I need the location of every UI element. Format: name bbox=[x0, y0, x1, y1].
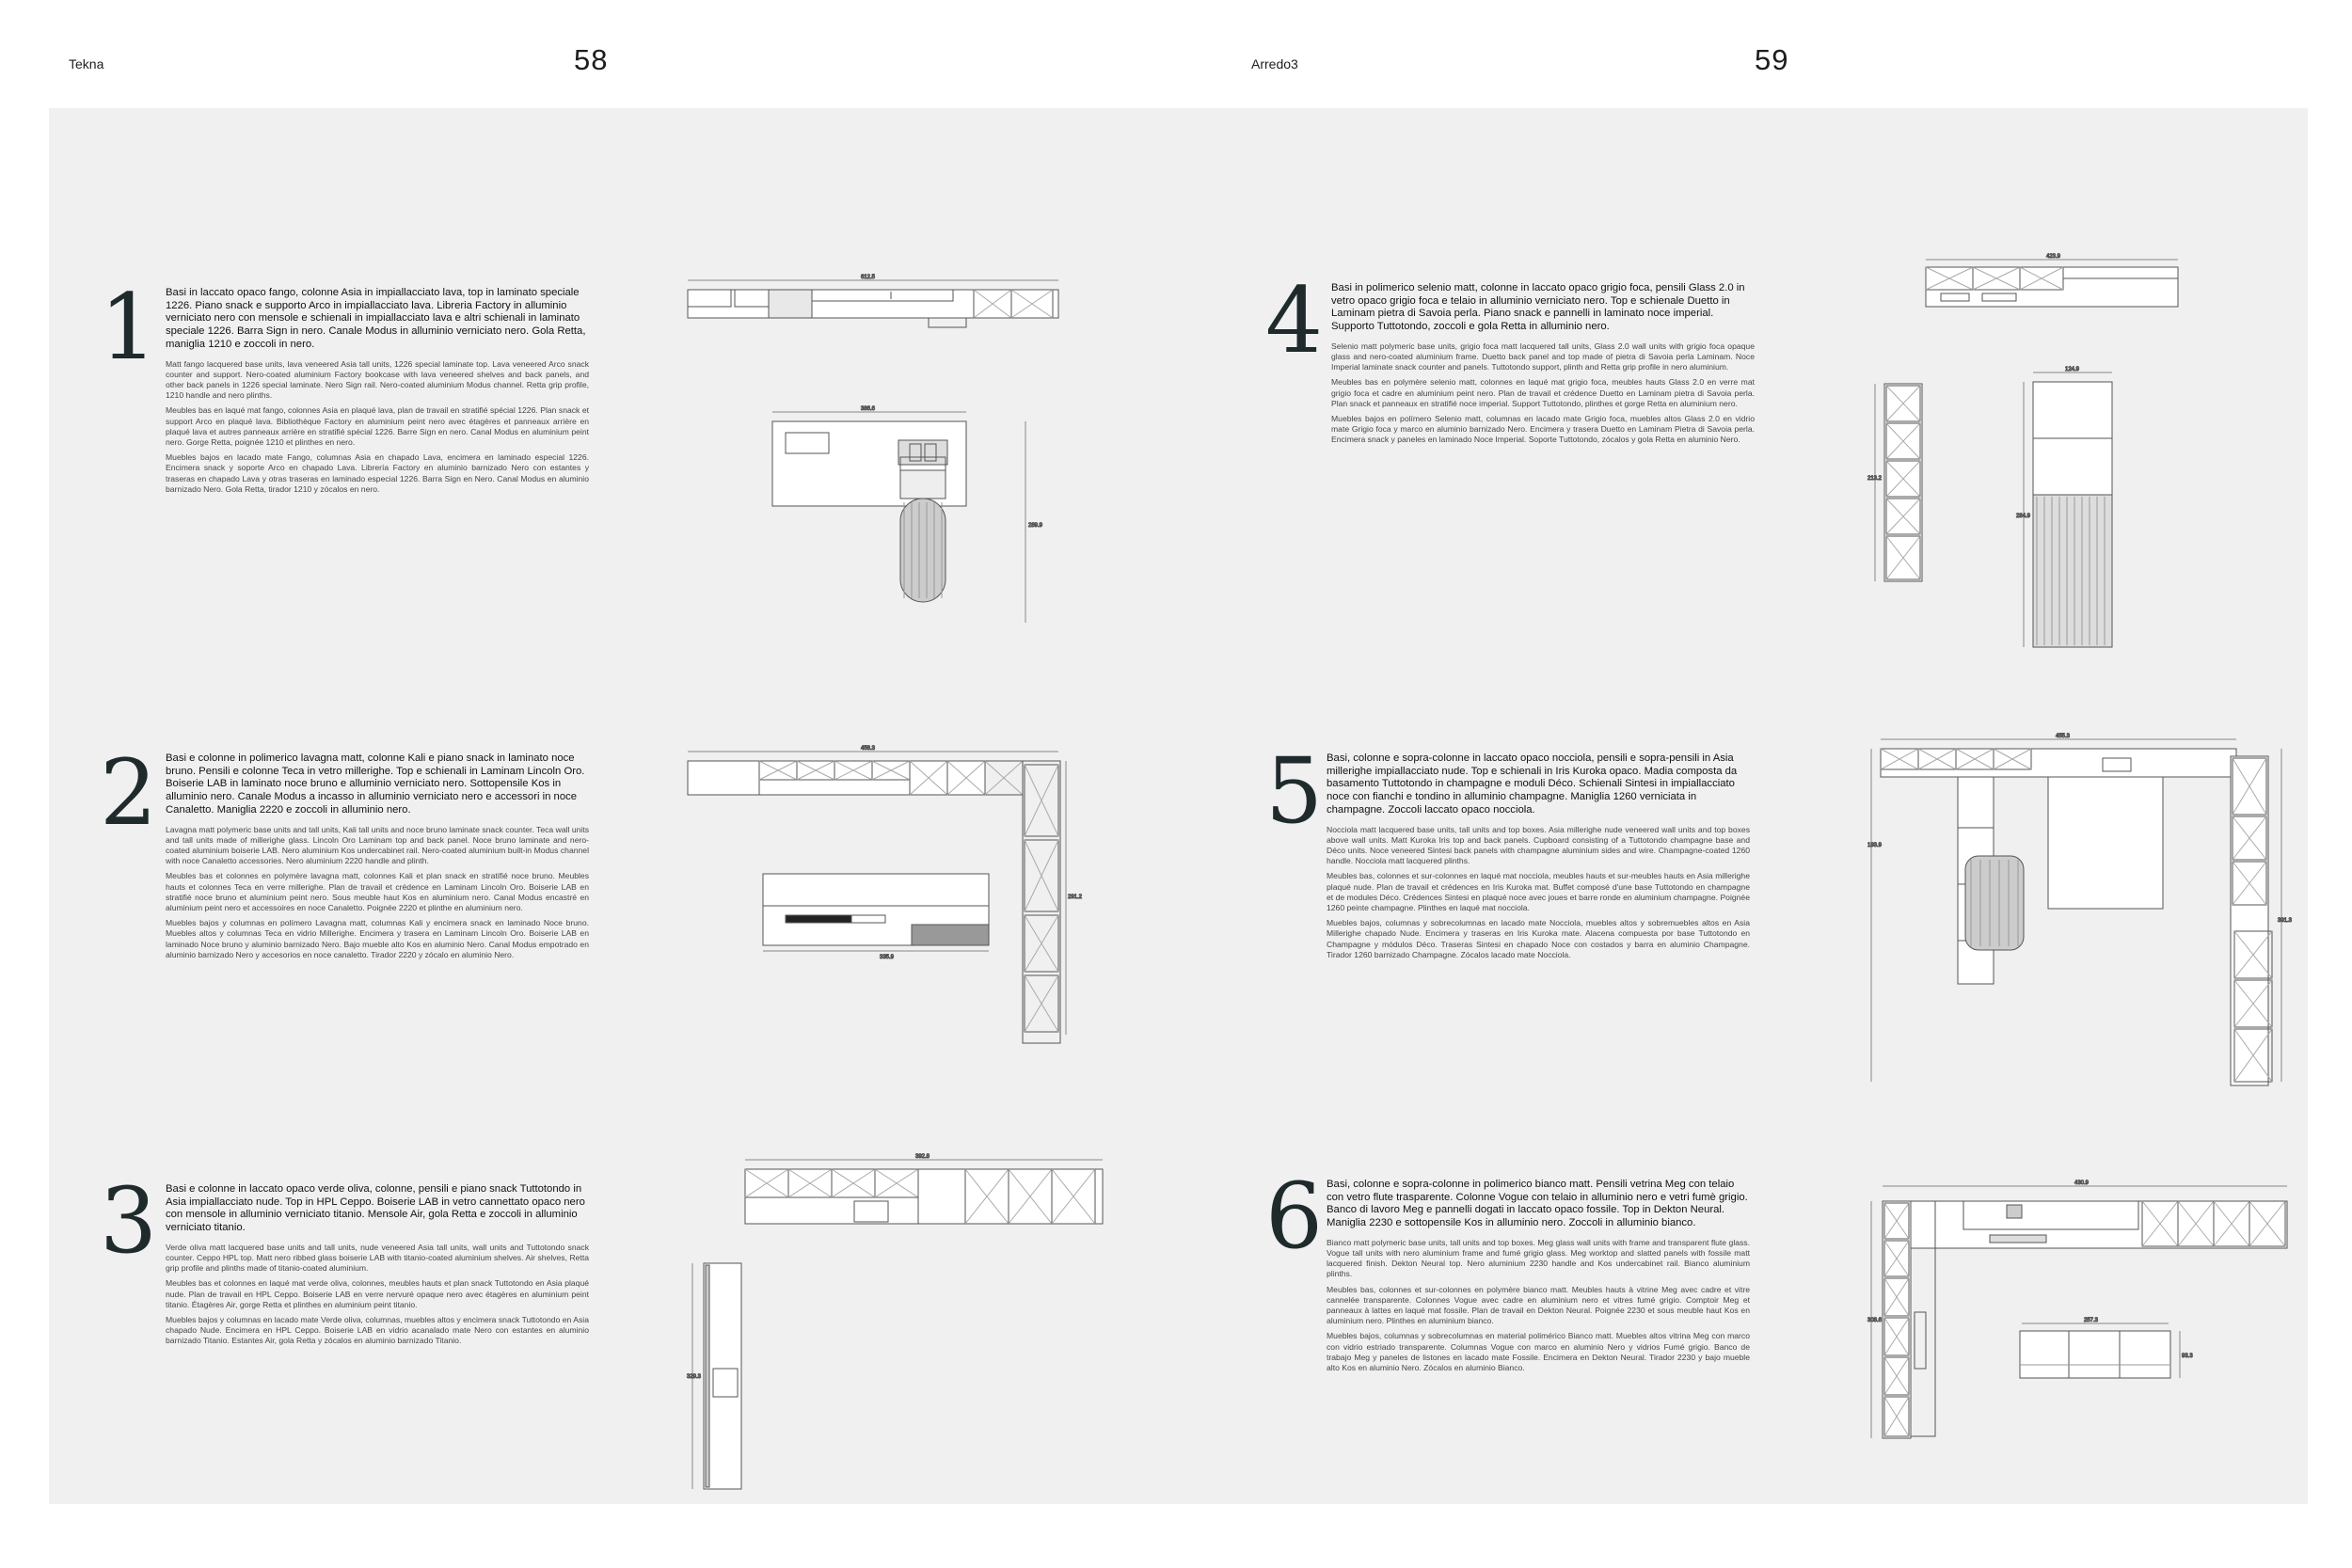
entry-2-lead: Basi e colonne in polimerico lavagna matt, colonne Kali e piano snack in laminato noce bruno. Pensili e colonne Teca in vetro millerighe. Top e schienali in Laminam Lincoln Oro. Boiserie LAB in laminato noce bruno e alluminio verniciato nero. Sottopensile Kos in alluminio nero. Canale Modus a incasso in alluminio verniciato nero e accessori in noce Canaletto. Maniglia 2220 e zoccoli in alluminio nero. bbox=[166, 752, 585, 816]
dim-1-island: 386.6 bbox=[861, 406, 876, 412]
dim-4-depth: 284.9 bbox=[2016, 514, 2031, 519]
entry-number-6: 6 bbox=[1265, 1164, 1324, 1269]
entry-3-lead: Basi e colonne in laccato opaco verde oliva, colonne, pensili e piano snack Tuttotondo in Asia impiallacciato nude. Top in HPL Ceppo. Boiserie LAB in vetro cannettato opaco nero con mensole in alluminio verniciato titanio. Mensole Air, gola Retta e zoccoli in alluminio verniciato titanio. bbox=[166, 1183, 585, 1234]
entry-1-es: Muebles bajos en lacado mate Fango, columnas Asia en chapado Lava, encimera en laminado especial 1226. Encimera snack y soporte Arco en chapado Lava. Librería Factory en aluminio barnizado Nero con estantes y traseras en chapado Lava y otras traseras en laminado especial 1226. Barra Sign en Nero. Canal Modus en aluminio barnizado Nero. Gola Retta, tirador 1210 y zócalos en nero. bbox=[166, 452, 589, 494]
entry-text-2 bbox=[166, 752, 589, 965]
entry-text-6 bbox=[1327, 1179, 1750, 1378]
dim-6-island-depth: 93.3 bbox=[2182, 1354, 2193, 1359]
entry-5-fr: Meubles bas, colonnes et sur-colonnes en laqué mat nocciola, meubles hauts et sur-meubles hauts en Asia millerighe plaqué nude. Plan de travail et crédences en Iris Kuroka mat. Buffet composé d'une base Tuttotondo en champagne et de modules Déco. Crédences Sintesi en plaqué noce avec joues et barre ronde en aluminium champagne. Poignée 1260 peinte champagne. Plinthes en laqué mat nocciola. bbox=[1327, 871, 1750, 912]
entry-number-1: 1 bbox=[100, 275, 158, 380]
entry-number-3: 3 bbox=[100, 1168, 158, 1274]
dim-4-tall: 213.2 bbox=[1867, 476, 1883, 482]
entry-6-en: Bianco matt polymeric base units, tall units and top boxes. Meg glass wall units with frame and transparent flute glass. Vogue tall units with nero aluminium frame and fumé grigio glass. Meg worktop and slatted panels with fossile matt lacquered finish. Dekton Neural top. Nero aluminium 2230 handle and Kos undercabinet rail. Bianco aluminium plinths. bbox=[1327, 1237, 1750, 1279]
dim-2-bottom: 335.9 bbox=[880, 955, 895, 960]
entry-3-es: Muebles bajos y columnas en lacado mate Verde oliva, columnas, muebles altos y encimera snack Tuttotondo en Asia chapado Nude. Encimera en HPL Ceppo. Boiserie LAB en vidrio acanalado mate Nero con estantes en aluminio barnizado Titanio. Estantes Air, gola Retta y zócalos en aluminio barnizado Titanio. bbox=[166, 1315, 589, 1346]
entry-4-lead: Basi in polimerico selenio matt, colonne in laccato opaco grigio foca, pensili Glass 2.0 in vetro opaco grigio foca e telaio in alluminio verniciato nero. Top e schienale Duetto in Laminam pietra di Savoia perla. Piano snack e pannelli in laminato noce imperial. Supporto Tuttotondo, zoccoli e gola Retta in alluminio nero. bbox=[1331, 282, 1745, 333]
entry-number-2: 2 bbox=[100, 740, 158, 846]
entry-2-fr: Meubles bas et colonnes en polymère lavagna matt, colonnes Kali et plan snack en stratifié noce bruno. Meubles hauts et colonnes Teca en verre millerighe. Plan de travail et crédence en Laminam Lincoln Oro. Boiserie LAB en stratifié noce bruno et aluminium peint nero. Sous meuble haut Kos en aluminium nero. Canal Modus encastré en aluminium peint nero et accessoires en noce Canaletto. Poignée 2220 et plinthe en aluminium nero. bbox=[166, 871, 589, 912]
entry-4-en: Selenio matt polymeric base units, grigio foca matt lacquered tall units, Glass 2.0 wall units with grigio foca opaque glass and nero-coated aluminium frame. Duetto back panel and top made of pietra di Savoia perla Laminam. Noce Imperial laminate snack counter and panels. Tuttotondo support, plinth and Retta grip profile in nero aluminium. bbox=[1331, 341, 1755, 372]
floor-plan-3 bbox=[685, 1152, 1118, 1496]
entry-1-en: Matt fango lacquered base units, lava veneered Asia tall units, 1226 special laminate top. Lava veneered Arco snack counter and support. Nero-coated aluminium Factory bookcase with lava veneered shelves and back panels, and other back panels in 1226 special laminate. Nero Sign rail. Nero-coated aluminium Modus channel. Retta grip profile, 1210 handle and nero plinths. bbox=[166, 358, 589, 401]
entry-4-es: Muebles bajos en polímero Selenio matt, columnas en lacado mate Grigio foca, muebles altos Glass 2.0 en vidrio mate Grigio foca y marco en aluminio barnizado Nero. Encimera y trasera Duetto en Laminam Pietra di Savoia perla. Encimera snack y paneles en laminado Noce Imperial. Soporte Tuttotondo, zócalos y gola Retta en aluminio Nero. bbox=[1331, 414, 1755, 445]
dim-5-right: 391.3 bbox=[2278, 918, 2293, 924]
entry-text-4 bbox=[1331, 282, 1755, 451]
entry-5-es: Muebles bajos, columnas y sobrecolumnas en lacado mate Nocciola, muebles altos y sobremuebles altos en Asia Millerighe chapado Nude. Encimera y traseras en Iris Kuroka mate. Alacena compuesta por base Tuttotondo en Champagne y módulos Déco. Traseras Sintesi en chapado Noce con costados y barra en aluminio Champagne. Tirador 1260 barnizado Champagne. Zócalos lacado mate Nocciola. bbox=[1327, 918, 1750, 959]
entry-3-en: Verde oliva matt lacquered base units and tall units, nude veneered Asia tall units, wall units and Tuttotondo snack counter. Ceppo HPL top. Matt nero ribbed glass boiserie LAB with titanio-coated aluminium shelves. Air shelves, Retta grip profile and plinths made of titanio-coated aluminium. bbox=[166, 1242, 589, 1274]
dim-3-side: 329.3 bbox=[687, 1374, 702, 1380]
entry-2-en: Lavagna matt polymeric base units and tall units, Kali tall units and noce bruno laminate snack counter. Teca wall units and tall units made of millerighe glass. Lincoln Oro Laminam top and back panel. Noce bruno laminate and nero-coated aluminium boiserie LAB. Nero aluminium Kos undercabinet rail. Nero-coated aluminium built-in Modus channel with noce Canaletto accessories. Nero aluminium 2220 handle and plinth. bbox=[166, 824, 589, 866]
entry-number-5: 5 bbox=[1265, 738, 1324, 844]
dim-6-island: 257.3 bbox=[2084, 1318, 2099, 1323]
entry-1-fr: Meubles bas en laqué mat fango, colonnes Asia en plaqué lava, plan de travail en stratifié spécial 1226. Plan snack et support Arco en plaqué lava. Bibliothèque Factory en aluminium peint nero avec étagères et panneaux arrière en plaqué lava et autres panneaux arrière en stratifié spécial 1226. Barre Sign en nero. Canal Modus en aluminium peint nero. Gorge Retta, poignée 1210 et plinthes en nero. bbox=[166, 405, 589, 447]
dim-5-top: 455.3 bbox=[2056, 734, 2071, 739]
entry-number-4: 4 bbox=[1265, 268, 1324, 373]
entry-4-fr: Meubles bas en polymère selenio matt, colonnes en laqué mat grigio foca, meubles hauts Glass 2.0 en verre mat grigio foca et cadre en aluminium peint nero. Plan de travail et crédence Duetto en Laminam pietra di Savoia perla. Plan snack et panneaux en stratifié noce imperial. Support Tuttotondo, plinthes et gorge Retta en aluminium nero. bbox=[1331, 377, 1755, 408]
dim-5-left: 193.9 bbox=[1867, 843, 1883, 848]
dim-3-top: 392.8 bbox=[915, 1154, 930, 1160]
left-brand: Tekna bbox=[69, 56, 104, 71]
floor-plan-5 bbox=[1867, 734, 2291, 1101]
dim-4-mid: 124.9 bbox=[2065, 367, 2080, 372]
dim-1-top: 612.5 bbox=[861, 275, 876, 280]
dim-4-top: 423.9 bbox=[2046, 254, 2061, 260]
left-page-number: 58 bbox=[574, 43, 609, 76]
dim-1-depth: 289.9 bbox=[1028, 523, 1043, 529]
entry-5-en: Nocciola matt lacquered base units, tall units and top boxes. Asia millerighe nude veneered wall units and top boxes above wall units. Matt Kuroka Iris top and back panels. Cupboard consisting of a Tuttotondo champagne base and Déco units. Noce veneered Sintesi back panels with champagne aluminium sides and wire. Champagne-coated 1260 handle. Nocciola matt lacquered plinths. bbox=[1327, 824, 1750, 866]
right-brand: Arredo3 bbox=[1251, 56, 1298, 71]
entry-1-lead: Basi in laccato opaco fango, colonne Asia in impiallacciato lava, top in laminato speciale 1226. Piano snack e supporto Arco in impiallacciato lava. Libreria Factory in alluminio verniciato nero con mensole e schienali in impiallacciato lava e altri schienali in laminato speciale 1226. Barra Sign in nero. Canale Modus in alluminio verniciato nero. Gola Retta, maniglia 1210 e zoccoli in nero. bbox=[166, 287, 586, 350]
dim-2-top: 458.3 bbox=[861, 746, 876, 752]
entry-text-1 bbox=[166, 287, 589, 499]
entry-2-es: Muebles bajos y columnas en polímero Lavagna matt, columnas Kali y encimera snack en laminado Noce bruno. Muebles altos y columnas Teca en vidrio Millerighe. Encimera y trasera en Laminam Lincoln Oro. Boiserie LAB en laminado Noce bruno y aluminio barnizado Nero. Bajo mueble alto Kos en aluminio Nero. Canal Modus empotrado en aluminio barnizado Nero y accesorios en noce canaletto. Tirador 2220 y zócalo en aluminio Nero. bbox=[166, 918, 589, 959]
floor-plan-2 bbox=[682, 746, 1083, 1035]
right-page-number: 59 bbox=[1755, 43, 1789, 76]
entry-6-lead: Basi, colonne e sopra-colonne in polimerico bianco matt. Pensili vetrina Meg con telaio con vetro flute trasparente. Colonne Vogue con telaio in alluminio nero e vetri fumè grigio. Banco di lavoro Meg e pannelli dogati in laccato opaco fossile. Top in Dekton Neural. Maniglia 2230 e sottopensile Kos in alluminio nero. Zoccoli in alluminio bianco. bbox=[1327, 1179, 1748, 1229]
dim-6-top: 430.9 bbox=[2074, 1180, 2090, 1186]
entry-6-fr: Meubles bas, colonnes et sur-colonnes en polymère bianco matt. Meubles hauts à vitrine Meg avec cadre et vitre cannelée transparente. Colonnes Vogue avec cadre en aluminium nero et vitres fumé grigio. Comptoir Meg et panneaux à lattes en laqué mat fossile. Plan de travail en Dekton Neural. Poignée 2230 et sous meuble haut Kos en aluminium nero. Plinthes en aluminium bianco. bbox=[1327, 1284, 1750, 1326]
entry-3-fr: Meubles bas et colonnes en laqué mat verde oliva, colonnes, meubles hauts et plan snack Tuttotondo en Asia plaqué nude. Plan de travail en HPL Ceppo. Boiserie LAB en verre nervuré opaque nero avec étagères en aluminium peint titanio. Étagères Air, gorge Retta et plinthes en aluminium peint titanio. bbox=[166, 1278, 589, 1309]
entry-6-es: Muebles bajos, columnas y sobrecolumnas en material polimérico Bianco matt. Muebles altos vitrina Meg con marco con vidrio estriado transparente. Columnas Vogue con marco en aluminio Nero y vidrios Fumé grigio. Banco de trabajo Meg y paneles de listones en lacado mate Fossile. Encimera en Dekton Neural. Tirador 2230 y bajo mueble alto Kos en aluminio Nero. Zócalos en aluminio Bianco. bbox=[1327, 1331, 1750, 1373]
entry-text-3 bbox=[166, 1183, 589, 1352]
entry-5-lead: Basi, colonne e sopra-colonne in laccato opaco nocciola, pensili e sopra-pensili in Asia millerighe impiallacciato nude. Top e schienali in Iris Kuroka opaco. Madia composta da basamento Tuttotondo in champagne e moduli Déco. Schienali Sintesi in impiallacciato noce con fianchi e tondino in alluminio champagne. Maniglia 1260 verniciata in champagne. Zoccoli laccato opaco nocciola. bbox=[1327, 752, 1738, 816]
entry-text-5 bbox=[1327, 752, 1750, 965]
dim-6-left: 308.6 bbox=[1867, 1318, 1883, 1323]
floor-plan-4 bbox=[1867, 254, 2197, 654]
floor-plan-1 bbox=[682, 273, 1068, 635]
dim-2-side: 291.2 bbox=[1068, 895, 1083, 900]
floor-plan-6 bbox=[1867, 1180, 2291, 1449]
